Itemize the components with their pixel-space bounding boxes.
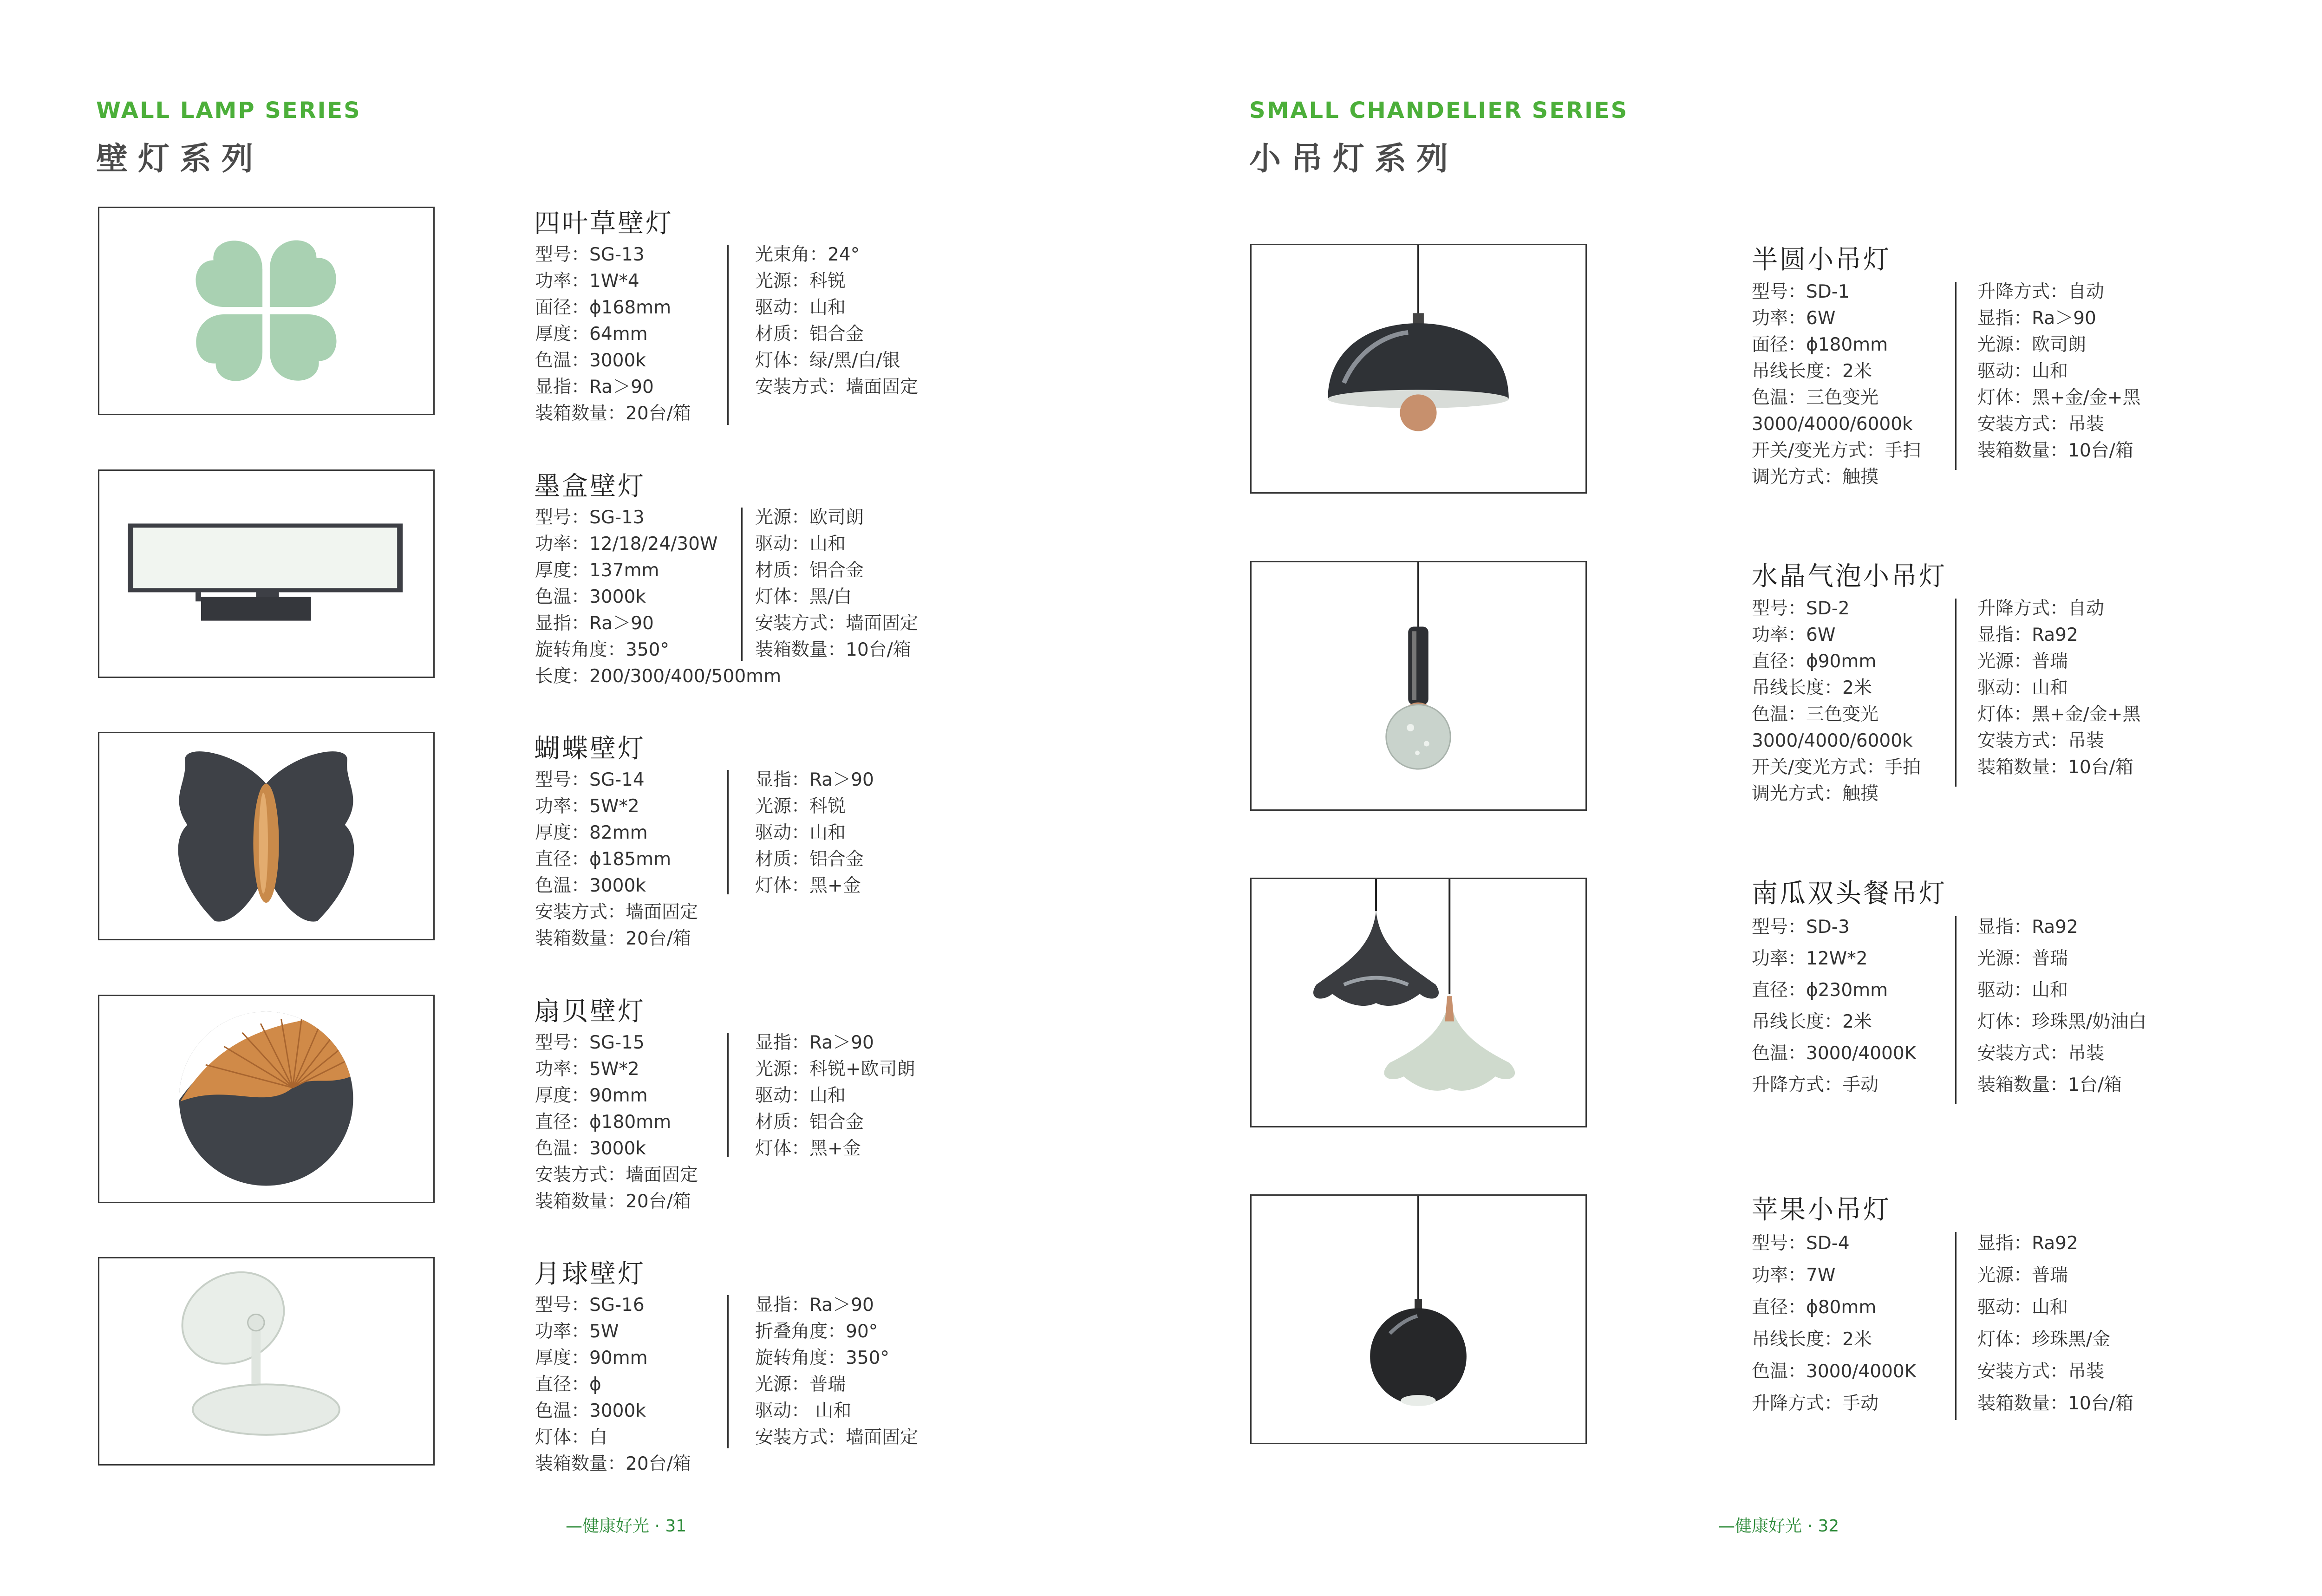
spec-item: 色温：3000k [535,1401,646,1421]
spec-item: 功率：5W*2 [535,796,639,817]
spec-item: 安装方式：墙面固定 [755,1427,919,1448]
page-footer-31: —健康好光 · 31 [566,1517,687,1536]
spec-column-1 [1752,595,1921,807]
spec-item: 安装方式：吊装 [1977,1361,2105,1382]
spec-item: 旋转角度：350° [755,1348,889,1368]
spec-item: 安装方式：墙面固定 [535,902,698,923]
spec-item: 显指：Ra92 [1977,917,2078,938]
product-title: 水晶气泡小吊灯 [1752,561,1947,592]
spec-item: 色温：3000k [535,586,646,607]
spec-item: 型号：SG-16 [535,1295,645,1316]
spec-item: 吊线长度：2米 [1752,677,1872,698]
spec-item: 灯体：黑+金/金+黑 [1977,704,2141,725]
crystal-bubble-pendant-photo [1250,561,1587,811]
spec-item: 色温：3000/4000K [1752,1043,1917,1064]
apple-pendant-photo [1250,1194,1587,1444]
spec-item: 材质：铝合金 [755,324,864,345]
spec-item: 型号：SG-13 [535,507,645,528]
spec-item: 直径：ϕ [535,1374,601,1395]
spec-item: 调光方式：触摸 [1752,783,1879,804]
spec-column-1 [535,1292,691,1477]
spec-item: 装箱数量：1台/箱 [1977,1075,2122,1095]
spec-item: 厚度：82mm [535,822,648,843]
wall-lamp-series-english-title: WALL LAMP SERIES [96,98,361,124]
spec-item: 折叠角度：90° [755,1321,878,1342]
spec-item: 显指：Ra＞90 [1977,308,2096,329]
spec-column-2 [755,1029,915,1162]
spec-column-2 [755,1292,918,1451]
spec-item: 驱动：山和 [755,297,846,318]
spec-item: 显指：Ra92 [1977,625,2078,645]
spec-item: 功率：6W [1752,625,1836,645]
spec-item: 厚度：64mm [535,324,648,345]
spec-item: 光源：科锐 [755,271,846,292]
spec-item: 型号：SG-13 [535,244,645,265]
spec-column-1 [1752,912,1916,1101]
spec-item: 灯体：黑+金 [755,1138,861,1159]
scallop-lamp-photo [98,995,435,1203]
spec-item: 色温：三色变光 [1752,387,1879,408]
spec-item: 型号：SD-1 [1752,281,1850,302]
spec-item: 灯体：珍珠黑/奶油白 [1977,1011,2147,1032]
spec-item: 功率：12/18/24/30W [535,534,718,554]
spec-column-1 [535,767,698,952]
spec-item: 安装方式：墙面固定 [755,613,919,634]
spec-item: 吊线长度：2米 [1752,1011,1872,1032]
spec-item: 驱动：山和 [1977,1297,2068,1318]
spec-item: 色温：3000k [535,1138,646,1159]
spec-item: 型号：SD-4 [1752,1233,1850,1254]
spec-item: 灯体：黑+金/金+黑 [1977,387,2141,408]
spec-divider [1955,916,1957,1104]
spec-column-2 [1977,279,2141,464]
spec-item: 显指：Ra＞90 [755,769,874,790]
spec-item: 光源：欧司朗 [755,507,864,528]
spec-item: 功率：7W [1752,1265,1836,1286]
spec-item: 旋转角度：350° [535,639,669,660]
spec-item: 驱动：山和 [1977,677,2068,698]
spec-divider [1955,282,1957,470]
spec-item: 驱动：山和 [1977,980,2068,1001]
spec-item: 灯体：绿/黑/白/银 [755,350,900,371]
spec-column-2 [755,767,874,899]
ink-box-lamp-photo [98,469,435,678]
spec-item: 色温：3000k [535,875,646,896]
spec-divider [727,770,729,894]
spec-column-2 [1977,1227,2133,1420]
spec-item: 安装方式：吊装 [1977,414,2105,435]
spec-item: 驱动：山和 [755,1085,846,1106]
spec-column-1 [1752,279,1921,490]
spec-item: 驱动：山和 [755,534,846,554]
spec-item: 厚度：90mm [535,1085,648,1106]
spec-item: 光源：科锐 [755,796,846,817]
spec-item: 装箱数量：20台/箱 [535,403,691,424]
spec-item: 光束角：24° [755,244,860,265]
spec-divider [727,1295,729,1448]
spec-column-1 [535,504,781,690]
chandelier-series-english-title: SMALL CHANDELIER SERIES [1249,98,1629,124]
spec-item: 升降方式：手动 [1752,1075,1879,1095]
spec-column-1 [1752,1227,1916,1420]
spec-item: 安装方式：墙面固定 [535,1165,698,1186]
spec-item: 装箱数量：10台/箱 [1977,1393,2133,1414]
pumpkin-double-pendant-photo [1250,878,1587,1127]
spec-item: 装箱数量：20台/箱 [535,1191,691,1212]
spec-item: 面径：ϕ168mm [535,297,672,318]
spec-item: 型号：SD-3 [1752,917,1850,938]
spec-item: 装箱数量：10台/箱 [1977,757,2133,778]
spec-item: 功率：12W*2 [1752,948,1868,969]
spec-item: 厚度：137mm [535,560,659,581]
spec-item: 灯体：黑+金 [755,875,861,896]
spec-item: 功率：1W*4 [535,271,639,292]
spec-item: 装箱数量：20台/箱 [535,1453,691,1474]
spec-item: 显指：Ra＞90 [535,613,654,634]
spec-item: 色温：3000k [535,350,646,371]
spec-item: 安装方式：墙面固定 [755,377,919,397]
moon-lamp-photo [98,1257,435,1466]
spec-column-2 [1977,595,2141,781]
product-title: 蝴蝶壁灯 [534,734,646,764]
spec-column-1 [535,1029,698,1215]
wall-lamp-series-chinese-title: 壁灯系列 [96,141,264,177]
product-title: 苹果小吊灯 [1752,1195,1891,1225]
spec-item: 光源：普瑞 [1977,948,2068,969]
spec-divider [1955,599,1957,787]
spec-item: 灯体：珍珠黑/金 [1977,1329,2111,1350]
chandelier-series-chinese-title: 小吊灯系列 [1249,141,1459,177]
spec-item: 直径：ϕ80mm [1752,1297,1877,1318]
spec-item: 3000/4000/6000k [1752,730,1913,751]
half-dome-pendant-photo [1250,244,1587,494]
spec-item: 面径：ϕ180mm [1752,334,1888,355]
spec-item: 灯体：白 [535,1427,608,1448]
spec-item: 直径：ϕ180mm [535,1112,672,1133]
spec-item: 直径：ϕ230mm [1752,980,1888,1001]
spec-divider [1955,1232,1957,1420]
spec-item: 驱动：山和 [755,822,846,843]
spec-item: 光源：普瑞 [1977,1265,2068,1286]
spec-item: 型号：SG-15 [535,1032,645,1053]
spec-item: 开关/变光方式：手拍 [1752,757,1921,778]
product-title: 扇贝壁灯 [534,997,646,1027]
spec-item: 色温：3000/4000K [1752,1361,1917,1382]
spec-item: 显指：Ra＞90 [755,1295,874,1316]
spec-item: 长度：200/300/400/500mm [535,666,782,687]
spec-column-1 [535,241,691,427]
spec-item: 升降方式：手动 [1752,1393,1879,1414]
spec-item: 显指：Ra＞90 [755,1032,874,1053]
spec-item: 型号：SG-14 [535,769,645,790]
spec-item: 厚度：90mm [535,1348,648,1368]
spec-item: 功率：6W [1752,308,1836,329]
spec-column-2 [755,241,918,400]
spec-item: 光源：普瑞 [1977,651,2068,672]
spec-item: 升降方式：自动 [1977,281,2105,302]
spec-divider [727,1033,729,1157]
spec-item: 功率：5W*2 [535,1059,639,1080]
spec-item: 材质：铝合金 [755,849,864,870]
product-title: 月球壁灯 [534,1259,646,1289]
spec-item: 驱动：山和 [1977,361,2068,382]
spec-item: 色温：三色变光 [1752,704,1879,725]
spec-item: 装箱数量：20台/箱 [535,928,691,949]
spec-item: 光源：普瑞 [755,1374,846,1395]
spec-item: 材质：铝合金 [755,560,864,581]
spec-item: 安装方式：吊装 [1977,730,2105,751]
spec-item: 安装方式：吊装 [1977,1043,2105,1064]
spec-item: 型号：SD-2 [1752,598,1850,619]
spec-item: 显指：Ra92 [1977,1233,2078,1254]
spec-item: 调光方式：触摸 [1752,467,1879,488]
spec-item: 驱动： 山和 [755,1401,852,1421]
spec-item: 3000/4000/6000k [1752,414,1913,435]
spec-item: 吊线长度：2米 [1752,361,1872,382]
spec-item: 材质：铝合金 [755,1112,864,1133]
page-footer-32: —健康好光 · 32 [1718,1517,1839,1536]
spec-item: 灯体：黑/白 [755,586,852,607]
spec-item: 光源：欧司朗 [1977,334,2087,355]
spec-column-2 [755,504,918,663]
spec-item: 装箱数量：10台/箱 [1977,440,2133,461]
product-title: 半圆小吊灯 [1752,245,1891,275]
spec-item: 显指：Ra＞90 [535,377,654,397]
spec-item: 光源：科锐+欧司朗 [755,1059,915,1080]
spec-item: 直径：ϕ185mm [535,849,672,870]
product-title: 四叶草壁灯 [534,208,673,239]
spec-item: 吊线长度：2米 [1752,1329,1872,1350]
spec-item: 开关/变光方式：手扫 [1752,440,1921,461]
spec-column-2 [1977,912,2146,1101]
butterfly-lamp-photo [98,732,435,940]
spec-divider [727,245,729,425]
spec-item: 装箱数量：10台/箱 [755,639,911,660]
spec-divider [741,508,743,661]
product-title: 南瓜双头餐吊灯 [1752,879,1947,909]
product-title: 墨盒壁灯 [534,471,646,502]
clover-lamp-photo [98,207,435,415]
spec-item: 直径：ϕ90mm [1752,651,1877,672]
spec-item: 升降方式：自动 [1977,598,2105,619]
spec-item: 功率：5W [535,1321,619,1342]
